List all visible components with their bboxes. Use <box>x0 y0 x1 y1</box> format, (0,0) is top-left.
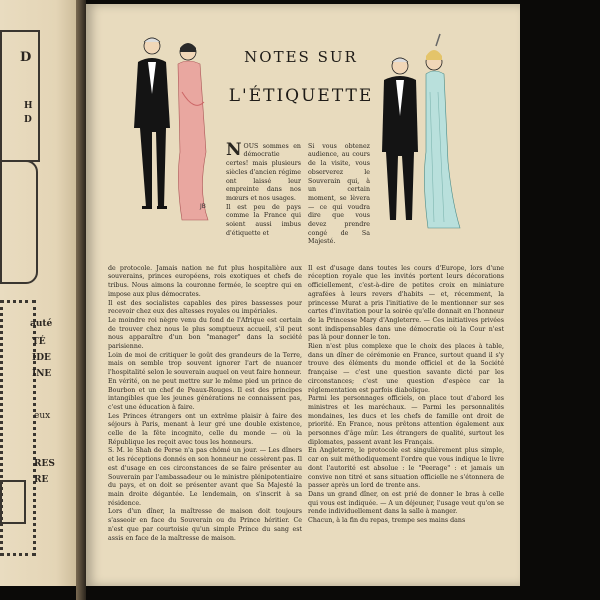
article-text-col-b: Si vous obtenez audience, au cours de la visite, vous observerez le Souverain qui, à un certain moment, se lèvera — ce qui voudra dire que vous devez prendre congé de Sa Majesté. <box>308 142 370 246</box>
left-page-fragment: auté <box>30 319 53 329</box>
left-page-small-frame <box>0 480 26 524</box>
left-page-frame-mid <box>0 160 38 284</box>
book-spine <box>76 0 86 600</box>
article-text-column-b <box>308 134 370 256</box>
article-text-col-a: OUS sommes en démocratie certes! mais plusieurs siècles d'ancien régime ont laissé leur empreinte dans nos mœurs et nos usages. Il est peu de pays comme la France qui soient aussi imbus d'étiquette et <box>226 142 301 237</box>
left-facing-page <box>0 0 80 586</box>
left-page-fragment: TÉ <box>32 337 46 347</box>
left-page-fragment: RE <box>34 475 49 485</box>
magazine-page <box>86 4 520 586</box>
left-page-fragment: eux <box>34 411 51 421</box>
left-page-fragment: INE <box>32 369 52 379</box>
left-page-fragment: IDE <box>32 353 51 363</box>
article-text-right-column <box>308 256 504 571</box>
article-title-line2: L'ÉTIQUETTE <box>228 86 374 106</box>
article-title-line1: NOTES SUR <box>244 48 358 66</box>
couple-illustration-right <box>356 32 476 232</box>
left-page-fragment: H <box>24 101 33 111</box>
drop-cap: N <box>226 139 242 160</box>
left-page-fragment: D <box>20 50 32 65</box>
illustration-signature: JB <box>200 203 206 210</box>
left-page-fragment: RES <box>34 459 55 469</box>
article-text-column-a <box>226 134 301 256</box>
article-text-left: de protocole. Jamais nation ne fut plus hospitalière aux souverains, princes européens, rois exotiques et chefs de tribus. Nous aimons la couronne fermée, le sceptre qui en impose aux plus démocrates. Il est des socialistes capables des pires bassesses pour recevoir chez eux des altesses royales ou impériales. Le moindre roi nègre venu du fond de l'Afrique est certain de trouver chez nous le plus somptueux accueil, s'il peut nous apparaître d'un bon "manager" dans la société parisienne. Loin de moi de critiquer le goût des grandeurs de la Terre, mais on semble trop souvent ignorer l'art de nuancer l'hospitalité selon le souverain auquel on veut faire honneur. En vérité, on ne peut mettre sur le même pied un prince de Bourbon et un chef de Peaux-Rouges. Il est des principes intangibles que les jeunes générations ne connaissent pas, c'est une éducation à faire. Les Princes étrangers ont un extrême plaisir à faire des séjours à Paris, menant à leur gré une double existence, celle de la fête incognito, celle du monde — où la République les reçoit avec tous les honneurs. S. M. le Shah de Perse n'a pas chômé un jour. — Les dîners et les réceptions donnés en son honneur ne cessèrent pas. Il est d'usage en ces circonstances de se faire présenter au Souverain par l'ambassadeur ou le ministre plénipotentiaire du pays, et on doit se présenter avant que Sa Majesté la main droite dégantée. Le lendemain, on s'inscrit à sa résidence. Lors d'un dîner, la maîtresse de maison doit toujours s'asseoir en face du Souverain ou du Prince héritier. Ce n'est que par courtoisie qu'un simple Prince du sang est assis en face de la maîtresse de maison. <box>108 264 302 542</box>
article-text-right: Il est d'usage dans toutes les cours d'Europe, lors d'une réception royale que les invités portent leurs décorations officiellement, c'est-à-dire de petites croix en miniature agrafées à leurs revers d'habits — et, récemment, la princesse Murat a pris l'initiative de le mentionner sur ses cartes d'invitation pour la soirée qu'elle donnait en l'honneur de la Princesse Mary d'Angleterre. — Ces initiatives privées sont indispensables dans une démocratie où la Cour n'est pas là pour donner le ton. Rien n'est plus complexe que le choix des places à table, dans un dîner de cérémonie en France, surtout quand il s'y trouve des éléments du monde officiel et de la Société française — c'est une question savante dicté par les circonstances; c'est une question d'espèce car la réglementation est parfois diabolique. Parmi les personnages officiels, on place tout d'abord les ministres et les maréchaux. — Parmi les personnalités mondaines, les ducs et les chefs de famille ont droit de priorité. En France, nous prêtons attention également aux personnes d'âge mûr. Les étrangers de qualité, surtout les diplomates, passent avant les Français. En Angleterre, le protocole est singulièrement plus simple, car on suit méthodiquement l'ordre que vous indique le livre dont l'autorité est absolue : le "Peerage" : et jamais un convive non titré et sans situation officielle ne s'étonnera de passer après un lord de trente ans. Dans un grand dîner, on est prié de donner le bras à celle qui vous est indiquée. — A un déjeuner, l'usage veut qu'on se rende individuellement dans la salle à manger. Chacun, à la fin du repas, trempe ses mains dans <box>308 264 504 525</box>
article-text-left-column <box>108 256 302 571</box>
left-page-fragment: D <box>24 115 32 125</box>
couple-illustration-left <box>120 32 224 227</box>
